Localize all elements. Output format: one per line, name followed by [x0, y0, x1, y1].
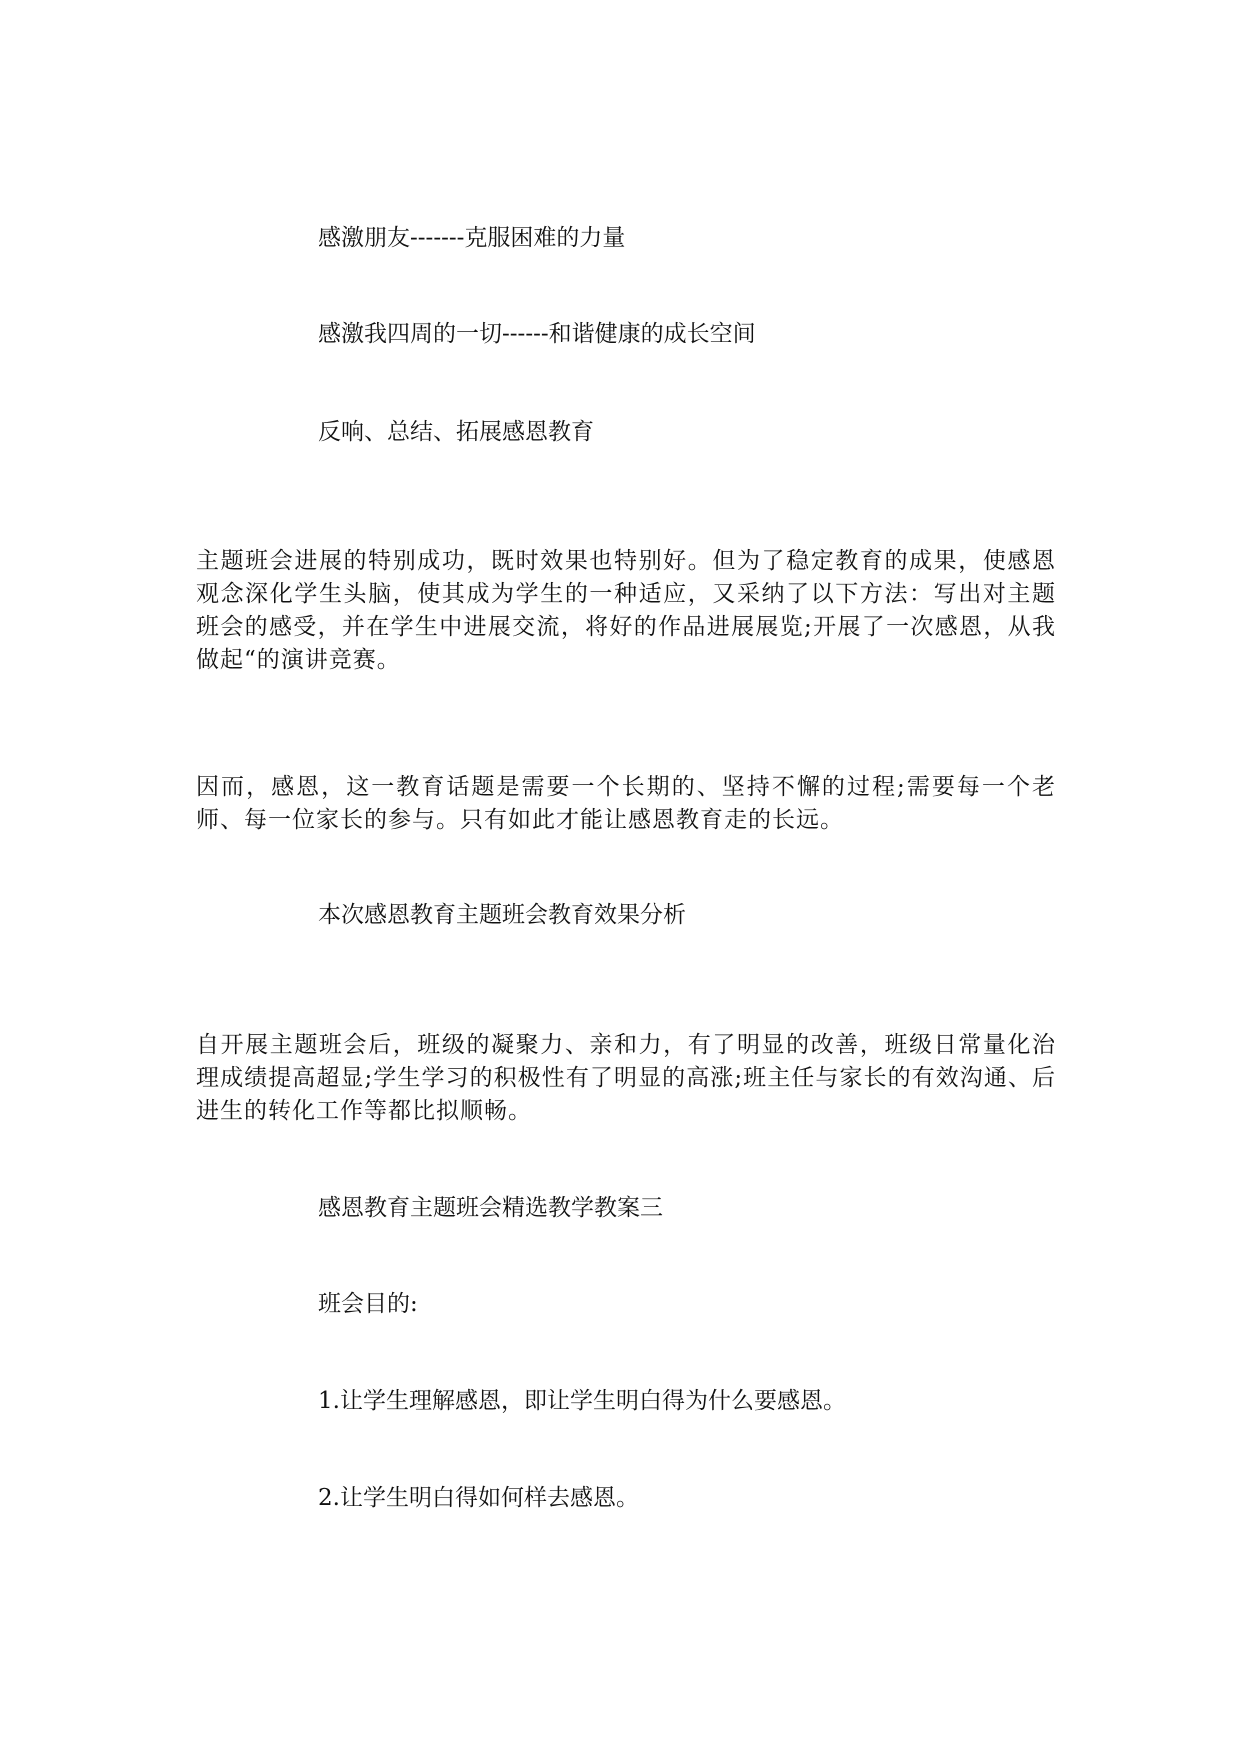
paragraph-long-term-process: 因而，感恩，这一教育话题是需要一个长期的、坚持不懈的过程;需要每一个老师、每一位家长的参与。只有如此才能让感恩教育走的长远。: [196, 774, 1056, 833]
outline-line-feedback: 反响、总结、拓展感恩教育: [318, 419, 594, 445]
goal-item-1: 1.让学生理解感恩，即让学生明白得为什么要感恩。: [318, 1388, 846, 1414]
outline-line-surroundings: 感激我四周的一切------和谐健康的成长空间: [318, 321, 756, 347]
heading-meeting-goals: 班会目的:: [318, 1291, 418, 1317]
heading-effect-analysis: 本次感恩教育主题班会教育效果分析: [318, 902, 686, 928]
goal-item-2: 2.让学生明白得如何样去感恩。: [318, 1485, 639, 1511]
outline-line-friends: 感激朋友-------克服困难的力量: [318, 225, 626, 251]
paragraph-follow-up-methods: 主题班会进展的特别成功，既时效果也特别好。但为了稳定教育的成果，使感恩观念深化学生头脑，使其成为学生的一种适应，又采纳了以下方法：写出对主题班会的感受，并在学生中进展交流，将好的作品进展展览;开展了一次感恩，从我做起“的演讲竞赛。: [196, 548, 1056, 673]
paragraph-effect-results: 自开展主题班会后，班级的凝聚力、亲和力，有了明显的改善，班级日常量化治理成绩提高超显;学生学习的积极性有了明显的高涨;班主任与家长的有效沟通、后进生的转化工作等都比拟顺畅。: [196, 1032, 1056, 1124]
heading-lesson-plan-three: 感恩教育主题班会精选教学教案三: [318, 1195, 663, 1221]
